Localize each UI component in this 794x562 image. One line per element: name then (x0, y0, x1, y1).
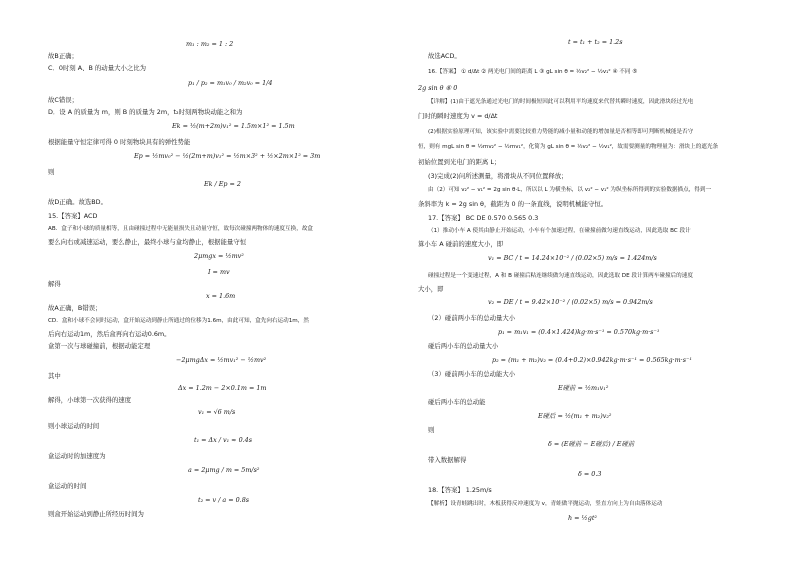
text-line: （2）碰前两小车的总动量大小 (428, 314, 516, 322)
text-line: 其中 (48, 372, 61, 380)
text-line: C．0时刻 A、B 的动量大小之比为 (48, 64, 147, 72)
text-line: 解得 (48, 280, 61, 288)
text-line: 后向右运动1m，然后盒再向右运动0.6m。 (48, 330, 171, 338)
equation-line: x = 1.6m (206, 292, 236, 300)
equation-line: t₂ = v / a = 0.8s (198, 496, 250, 504)
text-line: 则小球运动的时间 (48, 422, 100, 430)
text-line: 【解析】设青蛙跳出时，木板获得反冲速度为 v，青蛙做平抛运动，竖直方向上为自由落体运动 (428, 501, 663, 507)
right-column (418, 0, 768, 562)
equation-line: a = 2μmg / m = 5m/s² (188, 466, 260, 474)
equation-line: E碰前 = ½m₁v₁² (558, 384, 609, 392)
equation-line: p₁ = m₁v₁ = (0.4×1.424)kg·m·s⁻¹ = 0.570kg·m·s⁻¹ (498, 328, 660, 336)
equation-line: m₁ : m₂ = 1 : 2 (186, 40, 234, 48)
text-line: 盒运动时的加速度为 (48, 452, 106, 460)
equation-line: Ek / Ep = 2 (204, 180, 241, 188)
text-line: 大小，即 (418, 285, 444, 293)
text-line: 故A正确，B错误； (48, 304, 102, 312)
equation-line: 2g sin θ ⑥ 0 (418, 84, 458, 92)
text-line: 条斜率为 k = 2g sin θ，截距为 0 的一条直线，说明机械能守恒。 (418, 200, 608, 208)
equation-line: t₁ = Δx / v₁ ≈ 0.4s (194, 436, 253, 444)
text-line: CD．盒和小球不会同时运动，盒开始运动到静止所通过的位移为1.6m，由此可知，盒先向右运动1m，然 (48, 318, 309, 324)
text-line: 要么向右或减速运动，要么静止，最终小球与盒均静止，根据能量守恒 (48, 238, 247, 246)
equation-line: −2μmgΔx = ½mv₁² − ½mv² (176, 356, 267, 364)
text-line: 根据能量守恒定律可得 0 时刻物块具有的弹性势能 (48, 138, 191, 146)
text-line: D．设 A 的质量为 m，则 B 的质量为 2m，t₂时刻两物块动能之和为 (48, 108, 243, 116)
text-line: 则 (48, 168, 55, 176)
answer-heading: 17.【答案】 BC DE 0.570 0.565 0.3 (428, 214, 539, 222)
text-line: 故C错误； (48, 96, 79, 104)
text-line: (2)根据实验原理可知，该实验中需要比较重力势能的减小量和动能的增加量是否相等即可判断机械能是否守 (428, 129, 694, 135)
equation-line: p₁ / p₂ = m₁v₀ / m₂v₀ = 1/4 (188, 79, 273, 87)
equation-line: Ep = ½mv₀² − ½(2m+m)v₁² = ½m×3² + ½×2m×1² = 3m (134, 152, 321, 160)
equation-line: Ek = ½(m+2m)v₁² = 1.5m×1² = 1.5m (172, 122, 295, 130)
text-line: (3)完成(2)问所述测量，将滑块从不同位置释放； (428, 172, 568, 180)
text-line: 初始位置到光电门的距离 L； (418, 158, 501, 166)
text-line: 恒，则有 mgL sin θ = ½mv₂² − ½mv₁²，化简为 gL sin θ = ½v₂² − ½v₁²，故需要测量的物理量为：滑块上的遮光条 (418, 144, 719, 150)
text-line: 碰撞过程是一个变速过程，A 和 B 碰撞后粘连继续做匀速直线运动，因此选取 DE 段计算两车碰撞后的速度 (428, 273, 693, 279)
text-line: 解得，小球第一次获得的速度 (48, 396, 132, 404)
equation-line: p₂ = (m₁ + m₂)v₂ = (0.4+0.2)×0.942kg·m·s⁻¹ = 0.565kg·m·s⁻¹ (492, 356, 692, 364)
equation-line: v₁ = BC / t = 14.24×10⁻² / (0.02×5) m/s = 1.424m/s (488, 254, 657, 262)
text-line: 故B正确； (48, 52, 78, 60)
left-column (48, 0, 398, 562)
equation-line: v₁ = √6 m/s (198, 408, 236, 416)
equation-line: I = mv (208, 268, 230, 276)
text-line: 门时的瞬时速度为 v = d/Δt (418, 112, 498, 120)
equation-line: δ = 0.3 (578, 470, 602, 478)
answer-heading: 16.【答案】 ① d/Δt ② 两光电门间的距离 L ③ gL sin θ = ½v₂² − ½v₁² ④ 不同 ⑤ (428, 69, 638, 75)
text-line: （1）推动小车 A 使其由静止开始运动，小车有个加速过程，在碰撞前做匀速直线运动，因此选取 BC 段计 (428, 228, 691, 234)
equation-line: h = ½gt² (568, 514, 597, 522)
equation-line: 2μmgx = ½mv² (194, 252, 244, 260)
answer-heading: 18.【答案】 1.25m/s (428, 486, 492, 494)
text-line: （3）碰前两小车的总动能大小 (428, 370, 516, 378)
text-line: 带入数据解得 (428, 456, 467, 464)
equation-line: δ = (E碰前 − E碰后) / E碰前 (548, 440, 635, 448)
text-line: 由（2）可知 v₂² − v₁² = 2g sin θ·L，所以以 L 为横坐标，以 v₂² − v₁² 为纵坐标所得到的实验数据描点，得到一 (428, 187, 712, 193)
text-line: 则 (428, 426, 435, 434)
text-line: 盒运动的时间 (48, 482, 87, 490)
equation-line: v₂ = DE / t = 9.42×10⁻² / (0.02×5) m/s = 0.942m/s (488, 298, 653, 306)
text-line: AB．盒子和小球的质量相等，且由碰撞过程中无能量损失且动量守恒，故每次碰撞两物体的速度互换，故盒 (48, 226, 313, 232)
answer-heading: 15.【答案】ACD (48, 212, 98, 220)
text-line: 故选ACD。 (428, 52, 461, 60)
text-line: 【详解】(1)由于遮光条通过光电门的时间极短因此可以利用平均速度来代替其瞬时速度，因此滑块经过光电 (428, 99, 694, 105)
text-line: 盒第一次与球碰撞前，根据动能定理 (48, 342, 151, 350)
text-line: 则盒开始运动到静止所经历时间为 (48, 510, 144, 518)
text-line: 碰后两小车的总动量大小 (428, 342, 499, 350)
text-line: 故D正确。故选BD。 (48, 198, 107, 206)
text-line: 算小车 A 碰前的速度大小，即 (418, 240, 504, 248)
text-line: 碰后两小车的总动能 (428, 398, 486, 406)
equation-line: t = t₁ + t₂ = 1.2s (568, 38, 623, 46)
equation-line: E碰后 = ½(m₁ + m₂)v₂² (538, 412, 612, 420)
equation-line: Δx = 1.2m − 2×0.1m = 1m (178, 384, 267, 392)
